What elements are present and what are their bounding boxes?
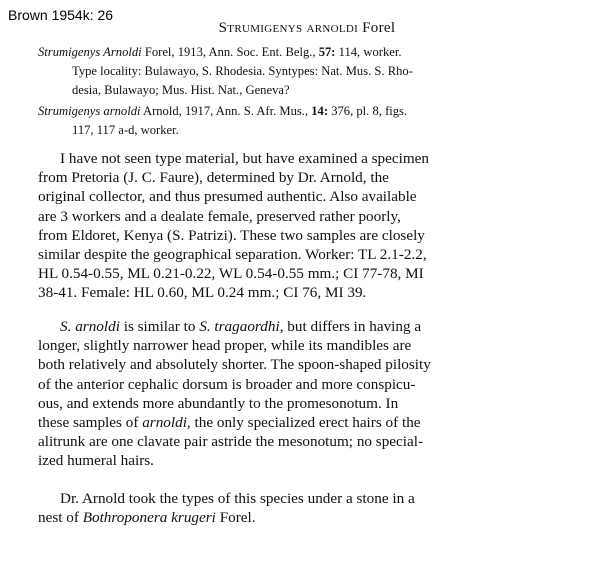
paragraph-types: [38, 489, 600, 527]
paragraph-line: from Pretoria (J. C. Faure), determined by Dr. Arnold, the: [38, 169, 389, 187]
paragraph-line: original collector, and thus presumed authentic. Also available: [38, 188, 417, 206]
title-species: arnoldi: [306, 20, 359, 36]
paragraph-line: from Eldoret, Kenya (S. Patrizi). These two samples are closely: [38, 226, 425, 244]
species-title: [0, 20, 614, 37]
paragraph-line: ized humeral hairs.: [38, 452, 154, 470]
paragraph-text: the only specialized erect hairs of the: [190, 414, 421, 432]
citation-line: [38, 102, 598, 121]
paragraph-text: is similar to: [119, 318, 200, 335]
paragraph-line: alitrunk are one clavate pair astride the mesonotum; no special-: [38, 433, 424, 451]
citation-line: desia, Bulawayo; Mus. Hist. Nat., Geneva?: [72, 83, 290, 97]
citation-forel-1913: [38, 43, 598, 100]
citation-arnold-1917: [38, 102, 598, 140]
title-author: Forel: [362, 20, 396, 36]
paragraph-line: both relatively and absolutely shorter. The spoon-shaped pilosity: [38, 356, 431, 374]
paragraph-line: HL 0.54-0.55, ML 0.21-0.22, WL 0.54-0.55 mm.; CI 77-78, MI: [38, 265, 424, 283]
citation-line: [38, 43, 598, 62]
paragraph-specimens: [38, 149, 600, 303]
taxon-name: arnoldi,: [142, 414, 191, 432]
paragraph-line: [38, 413, 600, 432]
paragraph-line: [38, 317, 600, 336]
citation-text: Arnold, 1917, Ann. S. Afr. Mus., 14: 376, pl. 8, figs.: [142, 104, 408, 118]
paragraph-text: nest of: [38, 509, 83, 527]
taxon-name: S. tragaordhi: [199, 318, 280, 335]
paragraph-line: are 3 workers and a dealate female, preserved rather poorly,: [38, 207, 401, 225]
paragraph-text: these samples of: [38, 414, 143, 432]
citation-text: Forel, 1913, Ann. Soc. Ent. Belg., 57: 114, worker.: [144, 45, 402, 59]
paragraph-text: Forel.: [215, 509, 256, 527]
taxon-name: Bothroponera krugeri: [82, 509, 216, 527]
citation-line: 117, 117 a-d, worker.: [72, 123, 179, 137]
paragraph-line: ous, and extends more abundantly to the promesonotum. In: [38, 394, 399, 412]
paragraph-line: similar despite the geographical separation. Worker: TL 2.1-2.2,: [38, 246, 427, 264]
citation-line: Type locality: Bulawayo, S. Rhodesia. Syntypes: Nat. Mus. S. Rho-: [72, 64, 413, 78]
paragraph-line: I have not seen type material, but have examined a specimen: [60, 150, 429, 167]
paragraph-line: Dr. Arnold took the types of this species under a stone in a: [60, 490, 415, 507]
citation-taxon: Strumigenys Arnoldi: [38, 45, 142, 59]
paragraph-comparison: [38, 317, 600, 471]
paragraph-line: of the anterior cephalic dorsum is broader and more conspicu-: [38, 375, 416, 393]
title-genus: Strumigenys: [218, 20, 303, 36]
paragraph-line: [38, 508, 600, 527]
paragraph-line: 38-41. Female: HL 0.60, ML 0.24 mm.; CI 76, MI 39.: [38, 284, 367, 302]
paragraph-text: , but differs in having a: [279, 318, 422, 335]
taxon-name: S. arnoldi: [60, 318, 120, 335]
paragraph-line: longer, slightly narrower head proper, while its mandibles are: [38, 337, 412, 355]
citation-taxon: Strumigenys arnoldi: [38, 104, 141, 118]
source-label: Brown 1954k: 26: [8, 7, 114, 23]
